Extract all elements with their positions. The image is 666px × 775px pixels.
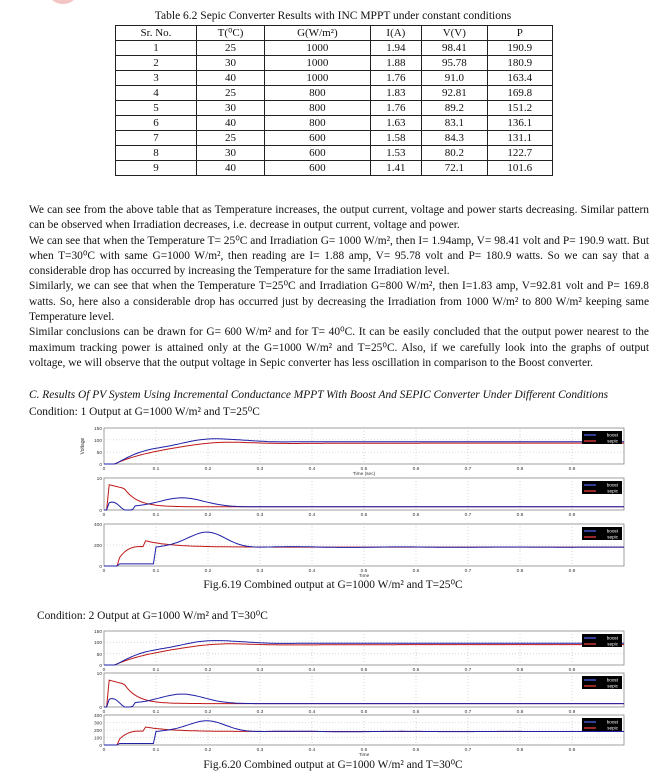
y-axis-label: Voltage	[80, 437, 86, 455]
table-cell: 1000	[265, 56, 371, 71]
y-tick-label: 0	[99, 565, 102, 570]
table-cell: 101.6	[487, 161, 552, 176]
x-tick-label: 0.9	[568, 668, 576, 673]
legend-boost-label: boost	[606, 482, 618, 488]
x-tick-label: 0	[102, 668, 106, 673]
table-cell: 72.1	[422, 161, 487, 176]
legend-sepic-label: sepic	[607, 488, 618, 494]
y-tick-label: 10	[96, 672, 102, 677]
y-tick-label: 150	[93, 630, 102, 635]
subplot	[97, 476, 624, 518]
legend-sepic-label: sepic	[607, 438, 618, 444]
x-tick-label: 0.2	[204, 569, 212, 574]
x-tick-label: 0.2	[204, 668, 212, 673]
legend-boost-label: boost	[606, 432, 618, 438]
x-tick-label: 0.6	[412, 668, 420, 673]
x-tick-label: 0.8	[516, 569, 524, 574]
figure-2-caption: Fig.6.20 Combined output at G=1000 W/m² and T=30⁰C	[203, 759, 463, 771]
subplot	[94, 629, 624, 673]
table-cell: 7	[116, 131, 197, 146]
table-header-cell: T(⁰C)	[196, 26, 264, 41]
table-cell: 1.76	[370, 71, 421, 86]
table-cell: 1.63	[370, 116, 421, 131]
table-cell: 1.41	[370, 161, 421, 176]
table-cell: 84.3	[422, 131, 487, 146]
table-cell: 6	[116, 116, 197, 131]
x-tick-label: 0	[102, 748, 106, 753]
y-tick-label: 0	[99, 664, 102, 669]
table-header-row	[116, 26, 553, 41]
x-tick-label: 0.3	[256, 668, 264, 673]
table-cell: 9	[116, 161, 197, 176]
body-text	[29, 203, 649, 371]
table-cell: 600	[265, 146, 371, 161]
table-cell: 800	[265, 86, 371, 101]
y-tick-label: 100	[93, 736, 102, 742]
x-tick-label: 0	[102, 513, 106, 518]
x-tick-label: 0.7	[464, 513, 472, 518]
x-tick-label: 0.3	[256, 467, 264, 472]
legend-boost-label: boost	[606, 528, 618, 534]
table-cell: 30	[196, 56, 264, 71]
table-cell: 136.1	[487, 116, 552, 131]
x-tick-label: 0.6	[412, 513, 420, 518]
table-cell: 91.0	[422, 71, 487, 86]
figure-1-plots	[78, 424, 644, 579]
x-tick-label: 0.5	[360, 513, 368, 518]
table-cell: 25	[196, 86, 264, 101]
table-title: Table 6.2 Sepic Converter Results with INC MPPT under constant conditions	[154, 10, 512, 22]
table-cell: 151.2	[487, 101, 552, 116]
table-row	[116, 71, 553, 86]
y-tick-label: 400	[93, 523, 102, 528]
x-tick-label: 0.5	[360, 710, 368, 715]
table-cell: 180.9	[487, 56, 552, 71]
legend-sepic-label: sepic	[607, 641, 618, 647]
table-row	[116, 116, 553, 131]
subplot-frame	[104, 673, 624, 707]
table-header-cell: I(A)	[370, 26, 421, 41]
table-cell: 25	[196, 131, 264, 146]
x-tick-label: 0.4	[308, 467, 316, 472]
figure-2-plots	[78, 627, 644, 757]
x-tick-label: 0.5	[360, 569, 368, 574]
paragraph: Similarly, we can see that when the Temperature T=25⁰C and Irradiation G=800 W/m², then I=1.83 amp, V=92.81 volt and P= 169.8 watts. So, here also a considerable drop has occurred just by decreasing the Irradiation from 1000 W/m² to 800 W/m² keeping same Temperature level.	[29, 280, 649, 324]
x-tick-label: 0.7	[464, 710, 472, 715]
table-cell: 1	[116, 41, 197, 56]
y-tick-label: 0	[99, 706, 102, 711]
x-tick-label: 0	[102, 569, 106, 574]
table-cell: 800	[265, 116, 371, 131]
x-tick-label: 0.2	[204, 710, 212, 715]
x-tick-label: 0.2	[204, 748, 212, 753]
x-tick-label: 0.8	[516, 467, 524, 472]
x-tick-label: 0.4	[308, 513, 316, 518]
paragraph: We can see that when the Temperature T= 25⁰C and Irradiation G= 1000 W/m², then I= 1.94amp, V= 98.41 volt and P= 190.9 watt. But when T=30⁰C with same G=1000 W/m², then reading are I= 1.88 amp, V= 95.78 volt and P= 180.9 watts. So we can say that a considerable drop has occurred by increasing the Temperature for the same Irradiation level.	[29, 234, 649, 278]
x-tick-label: 0.2	[204, 513, 212, 518]
x-tick-label: 0.1	[152, 710, 160, 715]
table-header-cell: Sr. No.	[116, 26, 197, 41]
x-tick-label: 0.4	[308, 569, 316, 574]
x-axis-label: Time	[358, 753, 370, 757]
condition-2-label: Condition: 2 Output at G=1000 W/m² and T=30⁰C	[37, 610, 268, 622]
table-cell: 30	[196, 101, 264, 116]
table-cell: 95.78	[422, 56, 487, 71]
table-row	[116, 56, 553, 71]
x-tick-label: 0.6	[412, 710, 420, 715]
subplot	[94, 522, 624, 579]
x-tick-label: 0.3	[256, 569, 264, 574]
logo-mark	[46, 0, 80, 4]
y-tick-label: 50	[96, 451, 102, 457]
table-body	[116, 41, 553, 176]
table-cell: 92.81	[422, 86, 487, 101]
x-tick-label: 0.7	[464, 467, 472, 472]
x-tick-label: 0.1	[152, 513, 160, 518]
table-cell: 600	[265, 131, 371, 146]
subplot	[80, 426, 624, 477]
table-cell: 600	[265, 161, 371, 176]
table-row	[116, 101, 553, 116]
table-header-cell: P	[487, 26, 552, 41]
y-tick-label: 400	[93, 714, 102, 719]
x-tick-label: 0.4	[308, 710, 316, 715]
x-tick-label: 0.5	[360, 748, 368, 753]
table-cell: 25	[196, 41, 264, 56]
table-cell: 83.1	[422, 116, 487, 131]
table-cell: 30	[196, 146, 264, 161]
table-cell: 1.53	[370, 146, 421, 161]
x-tick-label: 0.9	[568, 467, 576, 472]
x-tick-label: 0.3	[256, 748, 264, 753]
x-tick-label: 0.7	[464, 748, 472, 753]
table-cell: 40	[196, 71, 264, 86]
table-cell: 163.4	[487, 71, 552, 86]
legend-sepic-label: sepic	[607, 534, 618, 540]
table-cell: 1.94	[370, 41, 421, 56]
table-cell: 1.58	[370, 131, 421, 146]
x-tick-label: 0.4	[308, 748, 316, 753]
table-cell: 1.83	[370, 86, 421, 101]
y-tick-label: 0	[99, 509, 102, 514]
table-cell: 2	[116, 56, 197, 71]
x-tick-label: 0.8	[516, 668, 524, 673]
x-tick-label: 0.3	[256, 710, 264, 715]
y-tick-label: 100	[93, 438, 102, 444]
legend-boost-label: boost	[606, 719, 618, 725]
x-tick-label: 0.4	[308, 668, 316, 673]
figure-1-caption: Fig.6.19 Combined output at G=1000 W/m² and T=25⁰C	[203, 579, 463, 591]
paragraph: We can see from the above table that as Temperature increases, the output current, voltage and power starts decreasing. Similar pattern can be observed when Irradiation decreases, i.e. decrease in output current, voltage and power.	[29, 204, 649, 232]
y-tick-label: 150	[93, 427, 102, 432]
x-axis-label: Time	[358, 574, 370, 579]
table-cell: 40	[196, 161, 264, 176]
y-tick-label: 200	[93, 544, 102, 549]
subplot	[94, 713, 624, 757]
table-header-cell: G(W/m²)	[265, 26, 371, 41]
x-axis-label: Time (sec)	[352, 472, 376, 477]
x-tick-label: 0.8	[516, 710, 524, 715]
x-tick-label: 0.9	[568, 748, 576, 753]
y-tick-label: 50	[96, 652, 102, 658]
y-tick-label: 300	[93, 721, 102, 727]
table-cell: 190.9	[487, 41, 552, 56]
table-cell: 169.8	[487, 86, 552, 101]
x-tick-label: 0	[102, 467, 106, 472]
results-table	[115, 25, 553, 176]
table-cell: 1000	[265, 41, 371, 56]
x-tick-label: 0.1	[152, 467, 160, 472]
x-tick-label: 0.9	[568, 569, 576, 574]
table-cell: 1000	[265, 71, 371, 86]
x-tick-label: 0.7	[464, 569, 472, 574]
x-tick-label: 0.8	[516, 513, 524, 518]
table-cell: 800	[265, 101, 371, 116]
table-cell: 1.88	[370, 56, 421, 71]
table-cell: 98.41	[422, 41, 487, 56]
table-cell: 131.1	[487, 131, 552, 146]
section-heading: C. Results Of PV System Using Incremental Conductance MPPT With Boost And SEPIC Converter Under Different Conditions	[29, 389, 609, 401]
table-cell: 40	[196, 116, 264, 131]
y-tick-label: 100	[93, 641, 102, 647]
y-tick-label: 10	[96, 477, 102, 482]
table-cell: 5	[116, 101, 197, 116]
x-tick-label: 0.7	[464, 668, 472, 673]
table-cell: 8	[116, 146, 197, 161]
x-tick-label: 0.9	[568, 710, 576, 715]
table-row	[116, 41, 553, 56]
table-header-cell: V(V)	[422, 26, 487, 41]
table-cell: 4	[116, 86, 197, 101]
condition-1-label: Condition: 1 Output at G=1000 W/m² and T=25⁰C	[29, 406, 260, 418]
x-tick-label: 0	[102, 710, 106, 715]
legend-sepic-label: sepic	[607, 683, 618, 689]
table-cell: 1.76	[370, 101, 421, 116]
table-row	[116, 146, 553, 161]
x-tick-label: 0.6	[412, 467, 420, 472]
x-tick-label: 0.3	[256, 513, 264, 518]
table-row	[116, 161, 553, 176]
paragraph: Similar conclusions can be drawn for G= 600 W/m² and for T= 40⁰C. It can be easily concluded that the output power nearest to the maximum tracking power is attained only at the G=1000 W/m² and T=25⁰C. Also, if we carefully look into the graphs of output voltage, we will observe that the output voltage in Sepic converter has less oscillation in comparison to the Boost converter.	[29, 326, 649, 369]
x-tick-label: 0.5	[360, 668, 368, 673]
x-tick-label: 0.1	[152, 668, 160, 673]
table-cell: 3	[116, 71, 197, 86]
table-cell: 122.7	[487, 146, 552, 161]
legend-boost-label: boost	[606, 677, 618, 683]
x-tick-label: 0.9	[568, 513, 576, 518]
x-tick-label: 0.8	[516, 748, 524, 753]
table-cell: 89.2	[422, 101, 487, 116]
x-tick-label: 0.6	[412, 748, 420, 753]
table-cell: 80.2	[422, 146, 487, 161]
x-tick-label: 0.5	[360, 467, 368, 472]
legend-boost-label: boost	[606, 635, 618, 641]
table-row	[116, 86, 553, 101]
subplot	[97, 671, 624, 715]
x-tick-label: 0.2	[204, 467, 212, 472]
y-tick-label: 200	[93, 729, 102, 734]
x-tick-label: 0.1	[152, 569, 160, 574]
x-tick-label: 0.6	[412, 569, 420, 574]
x-tick-label: 0.1	[152, 748, 160, 753]
y-tick-label: 0	[99, 744, 102, 749]
y-tick-label: 0	[99, 463, 102, 468]
legend-sepic-label: sepic	[607, 725, 618, 731]
table-row	[116, 131, 553, 146]
